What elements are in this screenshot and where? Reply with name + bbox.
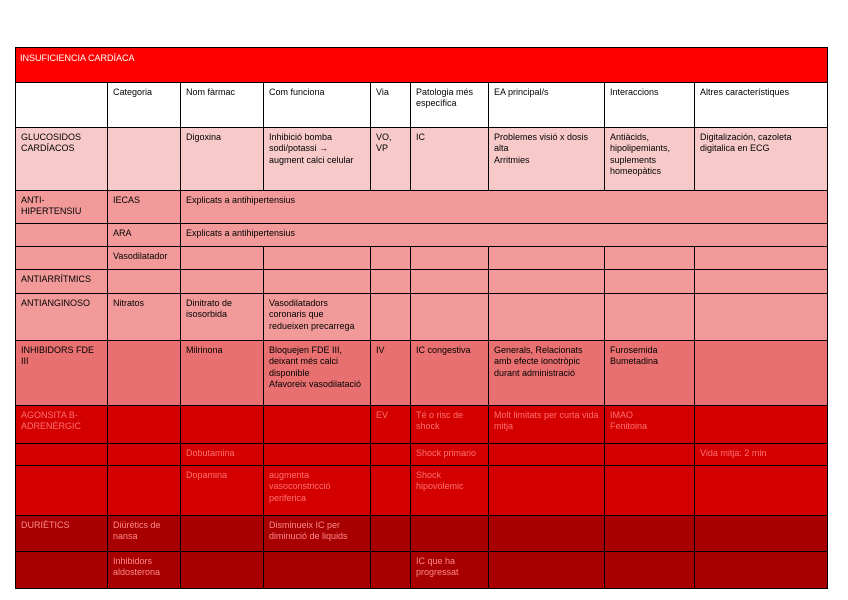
- table-cell: IC que ha progressat: [411, 552, 489, 589]
- table-cell: [371, 516, 411, 552]
- table-cell: Molt limitats per curta vida mitja: [489, 406, 605, 444]
- table-cell: [181, 247, 264, 270]
- table-cell: [371, 247, 411, 270]
- table-cell: [181, 552, 264, 589]
- table-cell: Inhibidors aldosterona: [108, 552, 181, 589]
- table-cell: DURIÈTICS: [16, 516, 108, 552]
- table-cell: GLUCOSIDOS CARDÍACOS: [16, 128, 108, 191]
- table-cell: [695, 294, 828, 341]
- table-cell: [695, 247, 828, 270]
- table-cell: VO, VP: [371, 128, 411, 191]
- table-cell: ARA: [108, 224, 181, 247]
- table-cell: [489, 466, 605, 516]
- table-cell: Dobutamina: [181, 444, 264, 466]
- table-row: [16, 444, 828, 466]
- table-cell: Inhibició bomba sodi/potassi → augment calci celular: [264, 128, 371, 191]
- table-cell: IV: [371, 341, 411, 406]
- table-cell: EV: [371, 406, 411, 444]
- table-cell: [371, 444, 411, 466]
- table-cell: [695, 270, 828, 294]
- table-cell: Digitalización, cazoleta digitalica en ECG: [695, 128, 828, 191]
- table-cell: Shock hipovolemic: [411, 466, 489, 516]
- table-row: [16, 247, 828, 270]
- table-row: [16, 224, 828, 247]
- table-cell: [371, 466, 411, 516]
- table-row: [16, 294, 828, 341]
- table-row: [16, 552, 828, 589]
- table-row: [16, 406, 828, 444]
- table-cell: [371, 294, 411, 341]
- table-cell: [489, 444, 605, 466]
- table-cell: Bloquejen FDE III, deixant més calci disponible Afavoreix vasodilatació: [264, 341, 371, 406]
- table-cell: [605, 444, 695, 466]
- table-cell: IECAS: [108, 191, 181, 224]
- table-cell: [605, 247, 695, 270]
- table-cell: [489, 270, 605, 294]
- table-cell: Generals, Relacionats amb efecte ionotròpic durant administració: [489, 341, 605, 406]
- table-cell: Disminueix IC per diminució de liquids: [264, 516, 371, 552]
- header-cell: Com funciona: [264, 83, 371, 128]
- table-cell: [695, 516, 828, 552]
- table-cell: [695, 552, 828, 589]
- table-cell: [108, 341, 181, 406]
- header-cell: Interaccions: [605, 83, 695, 128]
- table-cell: Té o risc de shock: [411, 406, 489, 444]
- table-cell: [489, 294, 605, 341]
- table-cell: [605, 294, 695, 341]
- header-cell: EA principal/s: [489, 83, 605, 128]
- header-cell: Patologia més específica: [411, 83, 489, 128]
- table-cell: [16, 466, 108, 516]
- table-cell: Furosemida Bumetadina: [605, 341, 695, 406]
- table-cell: [264, 406, 371, 444]
- table-cell: AGONSITA B-ADRENÈRGIC: [16, 406, 108, 444]
- table-cell: [108, 406, 181, 444]
- table-cell: Digoxina: [181, 128, 264, 191]
- table-cell: [181, 406, 264, 444]
- header-cell: Categoria: [108, 83, 181, 128]
- table-row: [16, 191, 828, 224]
- table-cell: [16, 444, 108, 466]
- table-cell: IC: [411, 128, 489, 191]
- table-row: [16, 516, 828, 552]
- table-cell: [16, 247, 108, 270]
- table-cell: [489, 247, 605, 270]
- table-cell: ANTIARRÍTMICS: [16, 270, 108, 294]
- table-cell: Problemes visió x dosis alta Arritmies: [489, 128, 605, 191]
- table-cell: [108, 444, 181, 466]
- table-cell: [605, 466, 695, 516]
- title-row: [16, 48, 828, 83]
- header-cell: Via: [371, 83, 411, 128]
- table-cell: [605, 516, 695, 552]
- table-cell: [16, 552, 108, 589]
- table-cell: Vida mitja: 2 min: [695, 444, 828, 466]
- table-cell: [108, 128, 181, 191]
- table-row: [16, 270, 828, 294]
- table-cell: Dinitrato de isosorbida: [181, 294, 264, 341]
- table-cell: IMAO Fenitoina: [605, 406, 695, 444]
- table-cell: [264, 247, 371, 270]
- table-cell: Vasodilatadors coronaris que redueixen precarrega: [264, 294, 371, 341]
- table-cell: [411, 270, 489, 294]
- table-cell: Milrinona: [181, 341, 264, 406]
- header-row: [16, 83, 828, 128]
- header-cell: Altres característiques: [695, 83, 828, 128]
- table-cell: ANTIANGINOSO: [16, 294, 108, 341]
- table-cell: [16, 224, 108, 247]
- table-cell: [264, 444, 371, 466]
- table-cell: [489, 516, 605, 552]
- table-cell: [695, 406, 828, 444]
- table-cell: [264, 552, 371, 589]
- table-cell: Shock primario: [411, 444, 489, 466]
- table-cell: [371, 270, 411, 294]
- table-cell: augmenta vasoconstricció periferica: [264, 466, 371, 516]
- table-cell: [264, 270, 371, 294]
- heart-failure-table: [15, 47, 828, 589]
- table-cell: [489, 552, 605, 589]
- table-cell: Explicats a antihipertensius: [181, 191, 828, 224]
- table-cell: [411, 516, 489, 552]
- table-cell: Antiàcids, hipolipemiants, suplements homeopàtics: [605, 128, 695, 191]
- table-row: [16, 466, 828, 516]
- table-cell: Explicats a antihipertensius: [181, 224, 828, 247]
- table-row: [16, 341, 828, 406]
- table-cell: [695, 341, 828, 406]
- table-cell: [108, 270, 181, 294]
- table-cell: [181, 270, 264, 294]
- table-cell: IC congestiva: [411, 341, 489, 406]
- table-cell: Vasodilatador: [108, 247, 181, 270]
- table-cell: Dopamina: [181, 466, 264, 516]
- table-cell: [411, 247, 489, 270]
- header-cell: Nom fàrmac: [181, 83, 264, 128]
- table-cell: [695, 466, 828, 516]
- table-cell: INHIBIDORS FDE III: [16, 341, 108, 406]
- table-cell: [605, 270, 695, 294]
- table-row: [16, 128, 828, 191]
- table-title: INSUFICIENCIA CARDÍACA: [16, 48, 828, 83]
- table-cell: [605, 552, 695, 589]
- table-cell: Diürètics de nansa: [108, 516, 181, 552]
- header-cell: [16, 83, 108, 128]
- table-cell: [411, 294, 489, 341]
- table-cell: [371, 552, 411, 589]
- table-cell: [181, 516, 264, 552]
- table-cell: [108, 466, 181, 516]
- table-cell: ANTI-HIPERTENSIU: [16, 191, 108, 224]
- table-cell: Nitratos: [108, 294, 181, 341]
